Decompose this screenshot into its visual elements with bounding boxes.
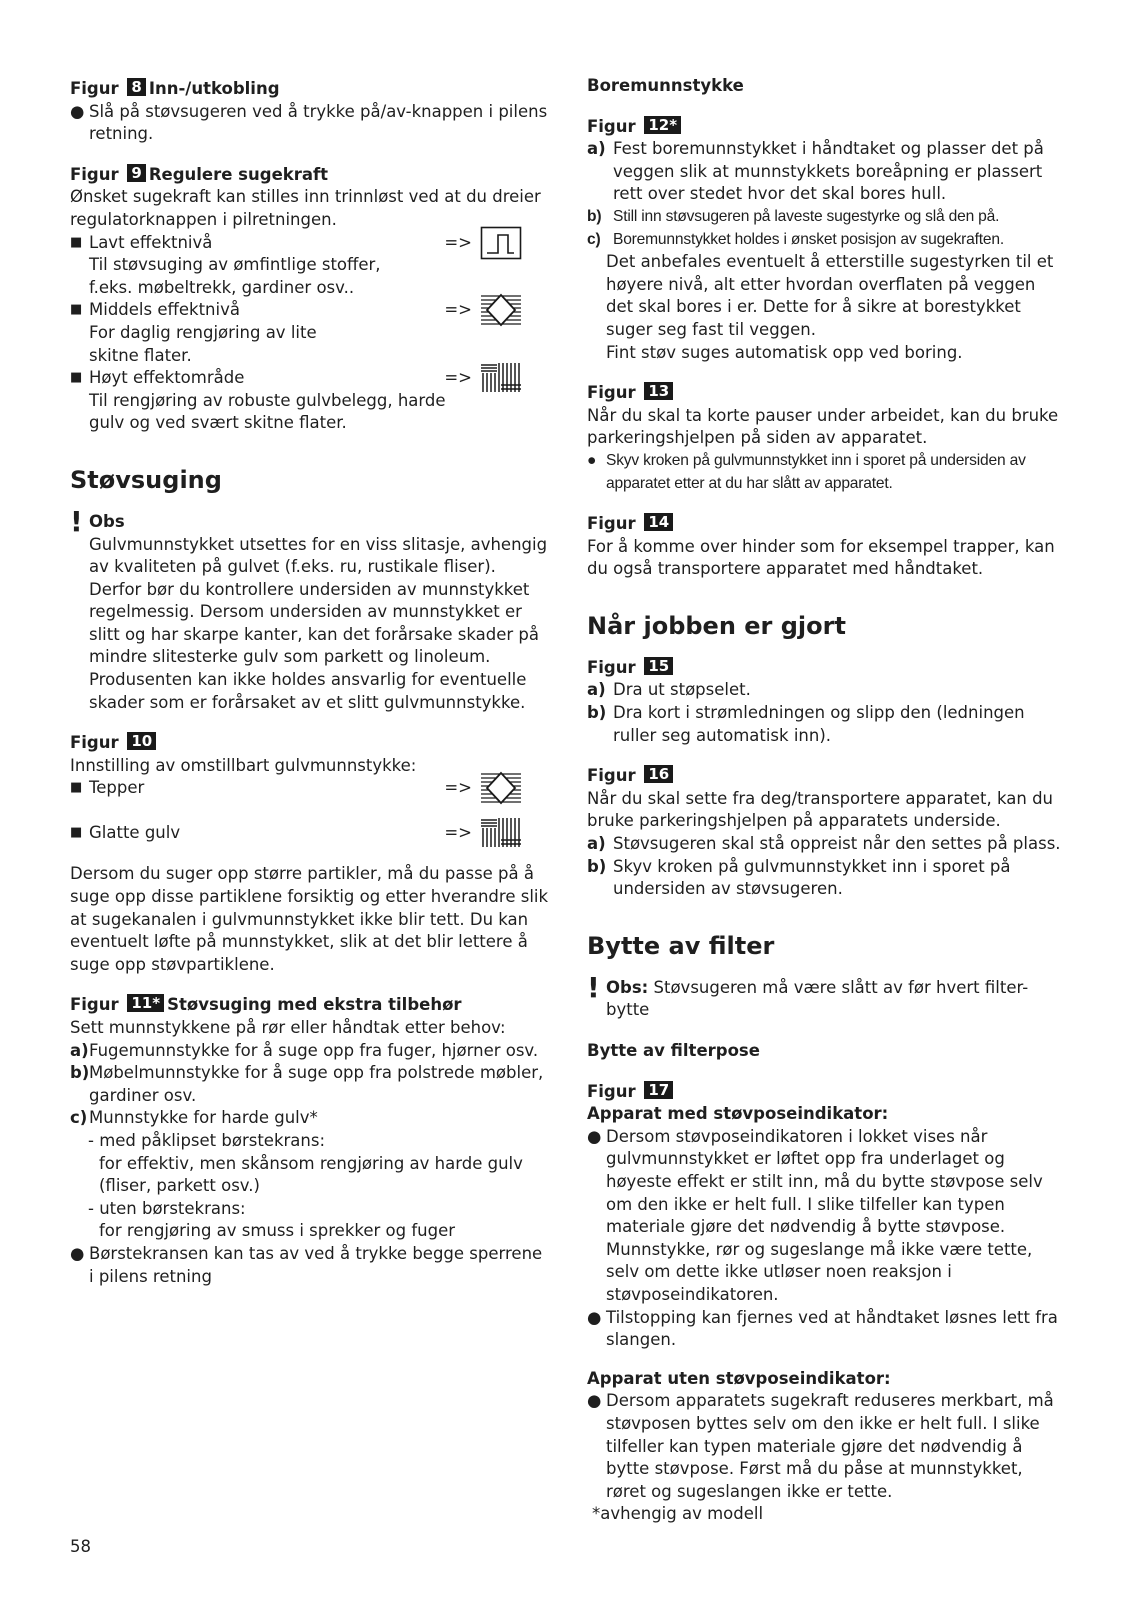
footnote: *avhengig av modell: [592, 1504, 764, 1524]
figure-number-badge: 10: [127, 732, 156, 750]
warning-icon: !: [587, 970, 600, 1004]
list-item-c: c) Boremunnstykket holdes i ønsket posisjon av sugekraften.: [587, 230, 1004, 248]
figure-number-badge: 15: [644, 657, 673, 675]
power-setting-high: ■ Høyt effektområde Til rengjøring av robuste gulvbelegg, harde gulv og ved svært skitne flater. =>: [70, 367, 550, 435]
bullet-item: ● Slå på støvsugeren ved å trykke på/av-knappen i pilens retning.: [70, 101, 548, 144]
list-item-c: c) Munnstykke for harde gulv*: [70, 1108, 318, 1128]
right-column: [587, 72, 1067, 1526]
figure-number-badge: 8: [127, 78, 145, 96]
subheading: Bytte av filterpose: [587, 1041, 760, 1060]
figure-number-badge: 17: [644, 1081, 673, 1099]
notice-block: ! Obs: Støvsugeren må være slått av før hvert filter-bytte: [587, 970, 1029, 1020]
section-heading: Bytte av filter: [587, 931, 775, 960]
subheading: Apparat uten støvposeindikator:: [587, 1368, 891, 1388]
figure-15-heading: Figur 15: [587, 657, 1067, 680]
notice-block: ! Obs Gulvmunnstykket utsettes for en viss slitasje, avhengig av kvaliteten på gulvet (f.eks. ru, rustikale fliser). Derfor bør du kontrollere undersiden av munnstykket regelmessig. Dersom undersiden av munnstykket er slitt og har skarpe kanter, kan det forårsake skader på mindre slitesterke gulv som parkett og linoleum. Produsenten kan ikke holdes ansvarlig for eventuelle skader som er forårsaket av et slitt gulvmunnstykke.: [70, 504, 548, 712]
figure-10-heading: Figur 10: [70, 732, 550, 755]
bullet-item: ● Dersom støvposeindikatoren i lokket vises når gulvmunnstykket er løftet opp fra underlaget og høyeste effekt er stilt inn, må du bytte støvpose selv om den ikke er helt full. I slike tilfeller kan typen materiale gjøre det nødvendig å bytte støvpose. Munnstykke, rør og sugeslange må ikke være tette, selv om dette ikke utløser noen reaksjon i støvposeindikatoren.: [587, 1126, 1043, 1304]
sub-item-text: for effektiv, men skånsom rengjøring av harde gulv (fliser, parkett osv.): [99, 1153, 523, 1196]
list-item-a: a) Støvsugeren skal stå oppreist når den settes på plass.: [587, 834, 1061, 854]
bullet-item: ● Skyv kroken på gulvmunnstykket inn i sporet på undersiden av apparatet etter at du har slått av apparatet.: [587, 451, 1026, 492]
power-setting-medium: ■ Middels effektnivå For daglig rengjøring av lite skitne flater. =>: [70, 299, 550, 367]
low-power-icon: [480, 226, 522, 260]
hard-floor-icon: [480, 816, 522, 850]
paragraph: Når du skal sette fra deg/transportere apparatet, kan du bruke parkeringshjelpen på apparatets underside.: [587, 788, 1054, 831]
nozzle-setting-carpet: ■ Tepper =>: [70, 777, 550, 822]
section-heading: Støvsuging: [70, 465, 222, 494]
list-item-continuation: Det anbefales eventuelt å etterstille sugestyrken til et høyere nivå, alt etter hvordan overflaten på veggen det skal bores i er. Dette for å sikre at borestykket suger seg fast til veggen.: [606, 252, 1054, 339]
paragraph: Innstilling av omstillbart gulvmunnstykke:: [70, 755, 417, 775]
figure-number-badge: 13: [644, 382, 673, 400]
figure-9-heading: Figur 9 Regulere sugekraft: [70, 163, 329, 184]
figure-12-heading: Figur 12*: [587, 116, 1067, 139]
carpet-icon: [480, 771, 522, 805]
figure-number-badge: 9: [127, 164, 145, 182]
figure-number-badge: 16: [644, 765, 673, 783]
figure-16-heading: Figur 16: [587, 765, 1067, 788]
paragraph: Dersom du suger opp større partikler, må du passe på å suge opp disse partiklene forsiktig og etter hverandre slik at sugekanalen i gulvmunnstykket ikke blir tett. Du kan eventuelt løfte på munnstykket, slik at det blir lettere å suge opp støvpartiklene.: [70, 864, 549, 974]
figure-number-badge: 11*: [127, 994, 164, 1012]
carpet-icon: [480, 293, 522, 327]
sub-item: - med påklipset børstekrans:: [88, 1130, 326, 1150]
figure-number-badge: 14: [644, 513, 673, 531]
bullet-item: ● Børstekransen kan tas av ved å trykke begge sperrene i pilens retning: [70, 1243, 543, 1286]
nozzle-setting-hard-floor: ■ Glatte gulv =>: [70, 822, 550, 867]
figure-number-badge: 12*: [644, 116, 681, 134]
power-setting-low: ■ Lavt effektnivå Til støvsuging av ømfintlige stoffer, f.eks. møbeltrekk, gardiner osv.. =>: [70, 232, 550, 300]
list-item-a: a) Fugemunnstykke for å suge opp fra fuger, hjørner osv.: [70, 1040, 539, 1060]
subheading: Apparat med støvposeindikator:: [587, 1104, 889, 1124]
subheading: Boremunnstykke: [587, 76, 744, 95]
list-item-b: b) Still inn støvsugeren på laveste sugestyrke og slå den på.: [587, 207, 1000, 225]
list-item-continuation: Fint støv suges automatisk opp ved boring.: [606, 342, 963, 362]
figure-11-heading: Figur 11* Støvsuging med ekstra tilbehør: [70, 994, 462, 1015]
sub-item: - uten børstekrans:: [88, 1198, 246, 1218]
paragraph: Sett munnstykkene på rør eller håndtak etter behov:: [70, 1018, 506, 1037]
figure-8-heading: Figur 8 Inn-/utkobling: [70, 78, 280, 98]
figure-17-heading: Figur 17: [587, 1081, 1067, 1104]
left-column: [70, 72, 550, 1288]
list-item-b: b) Skyv kroken på gulvmunnstykket inn i sporet på undersiden av støvsugeren.: [587, 856, 1011, 899]
bullet-item: ● Tilstopping kan fjernes ved at håndtaket løsnes lett fra slangen.: [587, 1307, 1058, 1350]
warning-icon: !: [70, 504, 83, 538]
paragraph: For å komme over hinder som for eksempel trapper, kan du også transportere apparatet med håndtaket.: [587, 536, 1055, 579]
paragraph: Ønsket sugekraft kan stilles inn trinnløst ved at du dreier regulatorknappen i pilretningen.: [70, 187, 541, 229]
figure-14-heading: Figur 14: [587, 513, 1067, 536]
page-number: 58: [70, 1537, 91, 1556]
list-item-a: a) Dra ut støpselet.: [587, 680, 751, 700]
sub-item-text: for rengjøring av smuss i sprekker og fuger: [99, 1221, 456, 1241]
hard-floor-icon: [480, 361, 522, 395]
figure-13-heading: Figur 13: [587, 382, 1067, 405]
list-item-a: a) Fest boremunnstykket i håndtaket og plasser det på veggen slik at munnstykkets boreåpning er plassert rett over stedet hvor det skal bores hull.: [587, 139, 1044, 204]
list-item-b: b) Dra kort i strømledningen og slipp den (ledningen ruller seg automatisk inn).: [587, 703, 1025, 745]
list-item-b: b) Møbelmunnstykke for å suge opp fra polstrede møbler, gardiner osv.: [70, 1063, 544, 1105]
bullet-item: ● Dersom apparatets sugekraft reduseres merkbart, må støvposen byttes selv om den ikke er helt full. I slike tilfeller kan typen materiale gjøre det nødvendig å bytte støvpose. Først må du påse at munnstykket, røret og sugeslangen ikke er tette.: [587, 1391, 1054, 1501]
paragraph: Når du skal ta korte pauser under arbeidet, kan du bruke parkeringshjelpen på siden av apparatet.: [587, 405, 1059, 448]
section-heading: Når jobben er gjort: [587, 611, 846, 640]
